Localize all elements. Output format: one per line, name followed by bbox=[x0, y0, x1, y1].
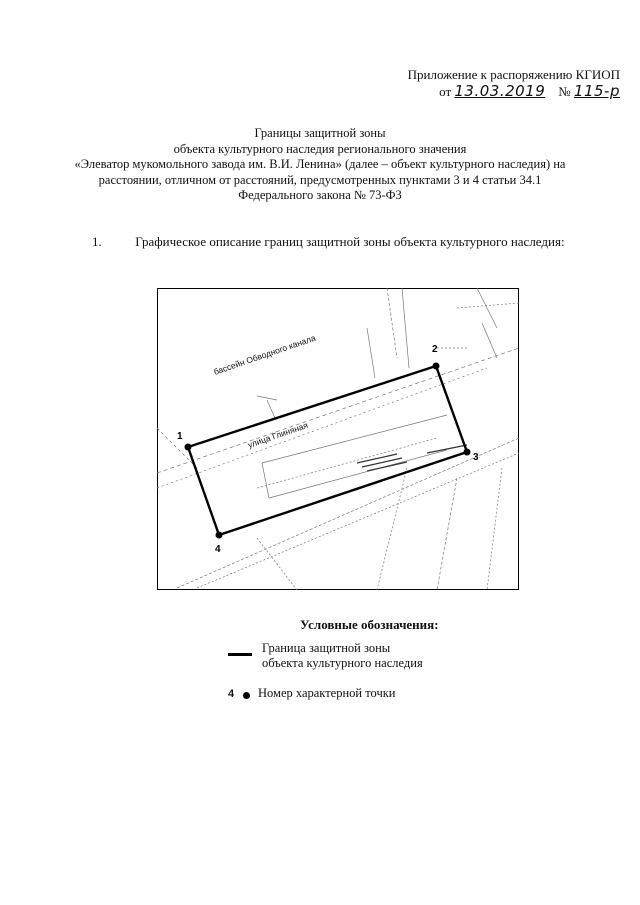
appendix-date: 13.03.2019 bbox=[454, 82, 546, 100]
legend-boundary-line-1: Граница защитной зоны bbox=[262, 641, 391, 655]
legend-boundary-line-symbol bbox=[228, 653, 252, 656]
legend-title: Условные обозначения: bbox=[300, 617, 439, 632]
boundary-point-marker-2 bbox=[433, 363, 440, 370]
heading-line-3: «Элеватор мукомольного завода им. В.И. Ленина» (далее – объект культурного наследия) на bbox=[74, 157, 566, 171]
heading-line-5: Федерального закона № 73-ФЗ bbox=[238, 188, 402, 202]
boundary-point-label-4: 4 bbox=[215, 544, 221, 555]
legend-point-symbol bbox=[243, 692, 250, 699]
heading-line-2: объекта культурного наследия регионального значения bbox=[173, 141, 467, 156]
heading-line-4: расстоянии, отличном от расстояний, предусмотренных пунктами 3 и 4 статьи 34.1 bbox=[98, 172, 542, 187]
boundary-point-marker-3 bbox=[464, 449, 471, 456]
heading-line-1: Границы защитной зоны bbox=[254, 126, 386, 140]
section-text: Графическое описание границ защитной зоны объекта культурного наследия: bbox=[135, 234, 565, 249]
boundary-point-label-1: 1 bbox=[177, 431, 183, 442]
boundary-point-marker-4 bbox=[216, 532, 223, 539]
legend-point-sample-number: 4 bbox=[228, 688, 235, 700]
appendix-date-line bbox=[380, 83, 620, 100]
section-number: 1. bbox=[92, 234, 102, 249]
boundary-point-label-2: 2 bbox=[432, 344, 438, 355]
document-heading bbox=[60, 126, 580, 204]
appendix-number-prefix: № bbox=[558, 84, 571, 99]
boundary-point-marker-1 bbox=[185, 444, 192, 451]
map-label-canal: бассейн Обводного канала bbox=[212, 332, 317, 377]
protection-zone-map bbox=[157, 288, 519, 590]
legend-boundary-description bbox=[262, 641, 522, 671]
legend-boundary-line-2: объекта культурного наследия bbox=[262, 656, 423, 670]
boundary-point-label-3: 3 bbox=[473, 452, 479, 463]
appendix-from-prefix: от bbox=[439, 84, 452, 99]
section-item bbox=[92, 234, 592, 250]
appendix-number: 115-р bbox=[573, 82, 620, 100]
map-label-street: улица Глиняная bbox=[246, 419, 310, 450]
appendix-block bbox=[380, 66, 620, 100]
legend-point-description: Номер характерной точки bbox=[258, 686, 396, 700]
appendix-title: Приложение к распоряжению КГИОП bbox=[407, 67, 620, 82]
